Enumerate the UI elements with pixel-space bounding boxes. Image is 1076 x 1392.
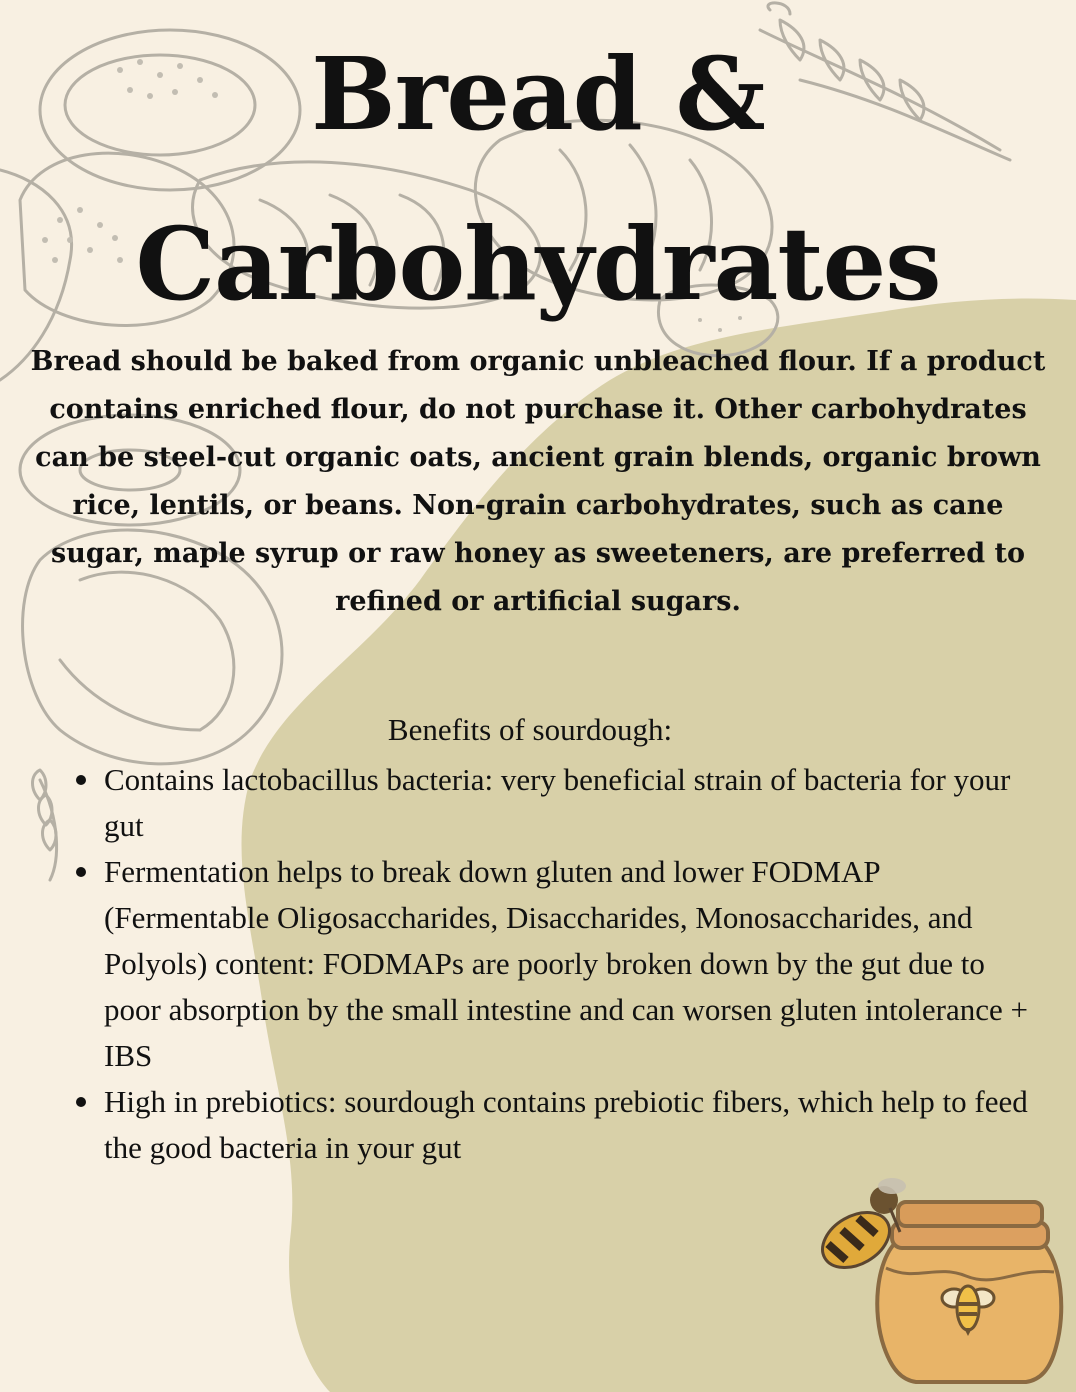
list-item: [104, 849, 1034, 1079]
intro-paragraph: Bread should be baked from organic unbleached flour. If a product contains enriched flour, do not purchase it. Other carbohydrates can be steel-cut organic oats, ancient grain blends, organic brown rice, lentils, or beans. Non-grain carbohydrates, such as cane sugar, maple syrup or raw honey as sweeteners, are preferred to refined or artificial sugars.: [30, 346, 1046, 617]
page-title-line-1: Bread &: [311, 35, 765, 153]
list-item-text: Contains lactobacillus bacteria: very beneficial strain of bacteria for your gut: [104, 762, 1011, 843]
benefits-heading: Benefits of sourdough:: [387, 712, 673, 747]
page-title-line-2: Carbohydrates: [135, 205, 941, 323]
bullet-icon: [76, 775, 86, 785]
list-item-text: Fermentation helps to break down gluten and lower FODMAP (Fermentable Oligosaccharides, Disaccharides, Monosaccharides, and Polyols) content: FODMAPs are poorly broken down by the gut due to poor absorption by the small intestine and can worsen gluten intolerance + IBS: [104, 854, 1028, 1073]
benefits-list: [104, 757, 1034, 1171]
honey-jar-icon: [806, 1172, 1066, 1388]
bullet-icon: [76, 1097, 86, 1107]
list-item-text: High in prebiotics: sourdough contains prebiotic fibers, which help to feed the good bacteria in your gut: [104, 1084, 1028, 1165]
bullet-icon: [76, 867, 86, 877]
list-item: [104, 757, 1034, 849]
list-item: [104, 1079, 1034, 1171]
